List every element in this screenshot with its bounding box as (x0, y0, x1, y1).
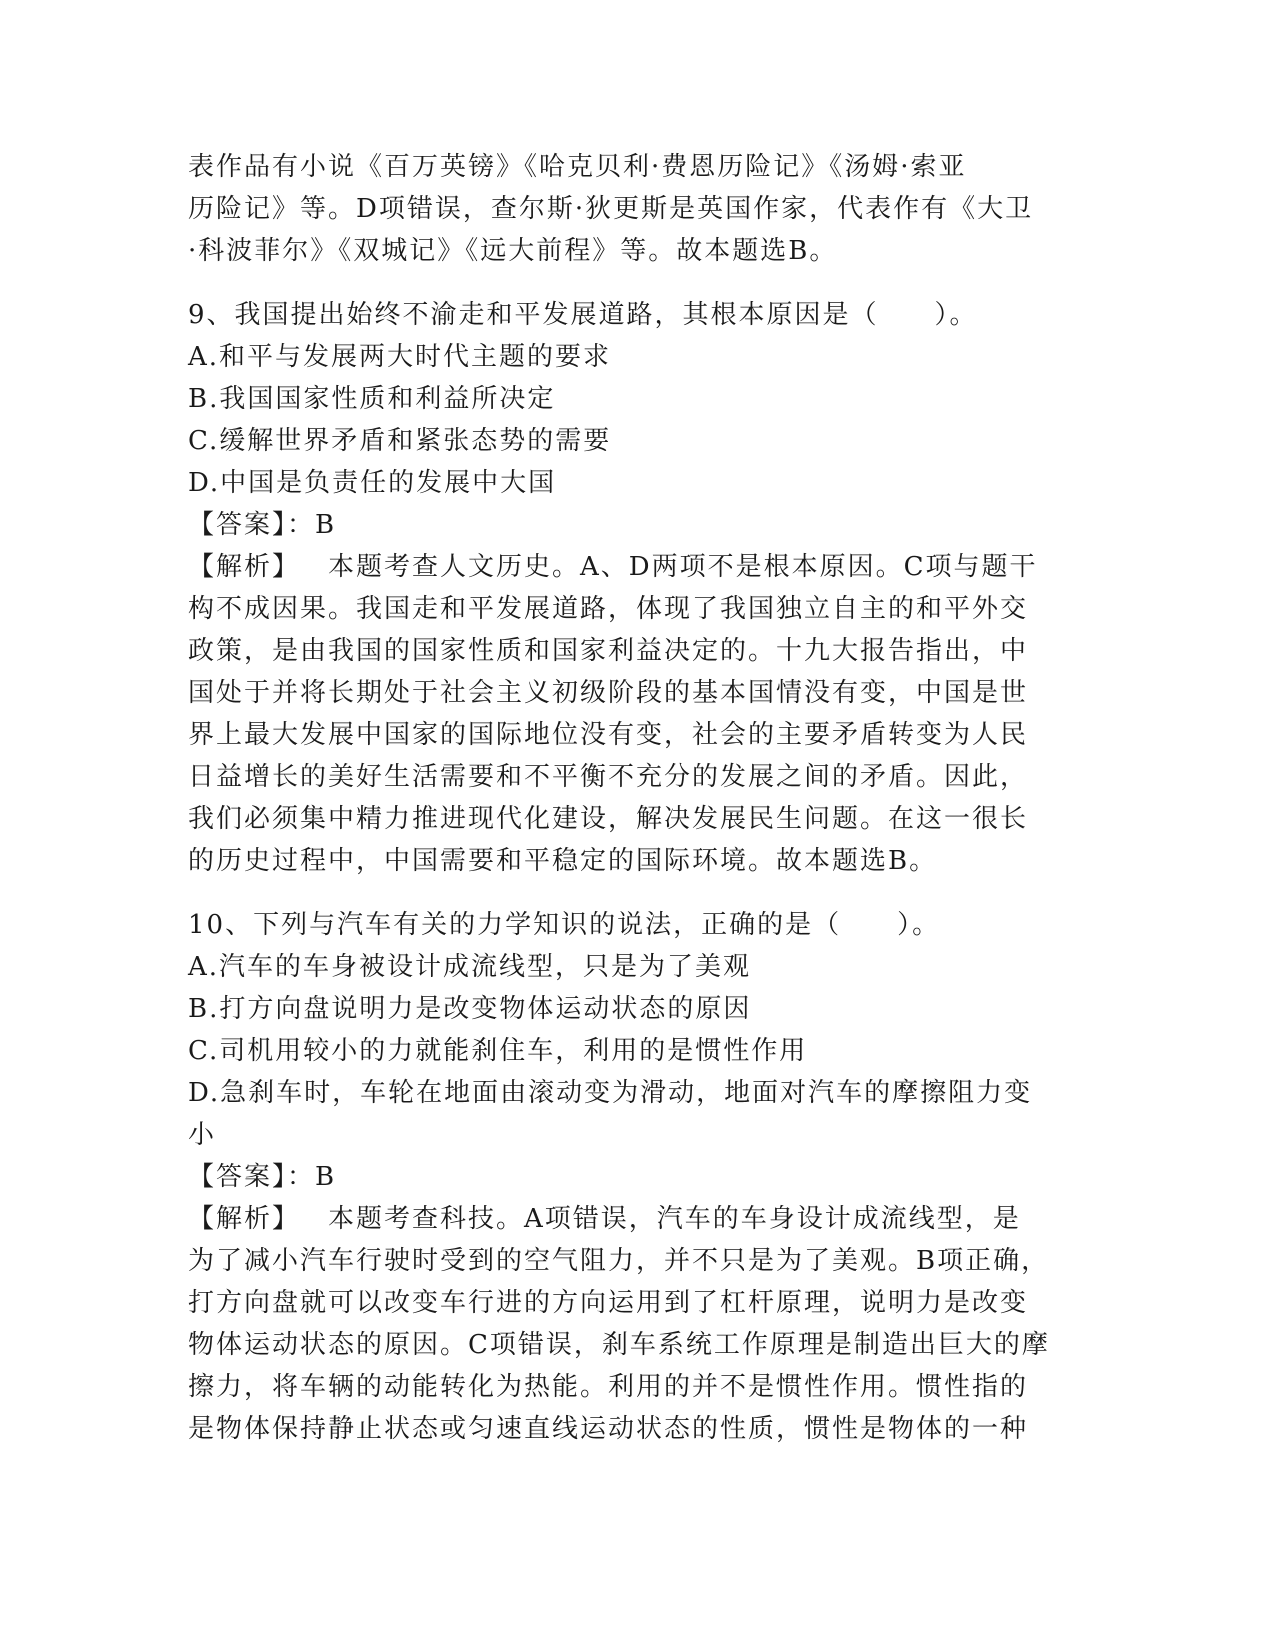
page-content (188, 146, 1088, 1450)
analysis-text-line: 构不成因果。我国走和平发展道路，体现了我国独立自主的和平外交 (188, 594, 1029, 624)
question-9-option-c: C.缓解世界矛盾和紧张态势的需要 (188, 426, 612, 456)
analysis-text-line: 日益增长的美好生活需要和不平衡不充分的发展之间的矛盾。因此， (188, 762, 1029, 792)
analysis-text-line: 为了减小汽车行驶时受到的空气阻力，并不只是为了美观。B项正确， (188, 1246, 1050, 1276)
question-10-option-c: C.司机用较小的力就能刹住车，利用的是惯性作用 (188, 1036, 808, 1066)
question-10-answer: 【答案】：B (188, 1162, 337, 1192)
question-10-stem: 10、下列与汽车有关的力学知识的说法，正确的是（ ）。 (188, 910, 941, 940)
question-10 (188, 904, 1088, 1450)
question-9-option-a: A.和平与发展两大时代主题的要求 (188, 342, 612, 372)
analysis-text-line: 物体运动状态的原因。C项错误，刹车系统工作原理是制造出巨大的摩 (188, 1330, 1050, 1360)
question-9 (188, 294, 1088, 882)
analysis-text-line: 国处于并将长期处于社会主义初级阶段的基本国情没有变，中国是世 (188, 678, 1029, 708)
question-9-answer: 【答案】：B (188, 510, 337, 540)
analysis-text-line: 打方向盘就可以改变车行进的方向运用到了杠杆原理，说明力是改变 (188, 1288, 1029, 1318)
analysis-text: 本题考查人文历史。A、D两项不是根本原因。C项与题干 (328, 552, 1038, 582)
text-line: 历险记》等。D项错误，查尔斯·狄更斯是英国作家，代表作有《大卫 (188, 194, 1034, 224)
question-10-option-d: D.急刹车时，车轮在地面由滚动变为滑动，地面对汽车的摩擦阻力变 (188, 1078, 1033, 1108)
question-10-option-a: A.汽车的车身被设计成流线型，只是为了美观 (188, 952, 752, 982)
previous-analysis-continuation (188, 146, 1088, 272)
analysis-text-line: 政策，是由我国的国家性质和国家利益决定的。十九大报告指出，中 (188, 636, 1029, 666)
analysis-text-line: 我们必须集中精力推进现代化建设，解决发展民生问题。在这一很长 (188, 804, 1029, 834)
question-9-stem: 9、我国提出始终不渝走和平发展道路，其根本原因是（ ）。 (188, 300, 978, 330)
text-line: 表作品有小说《百万英镑》《哈克贝利·费恩历险记》《汤姆·索亚 (188, 152, 967, 182)
question-10-analysis-first-line (188, 1198, 1088, 1240)
text-line: ·科波菲尔》《双城记》《远大前程》等。故本题选B。 (188, 236, 838, 266)
analysis-text: 本题考查科技。A项错误，汽车的车身设计成流线型，是 (328, 1204, 1021, 1234)
question-9-analysis-first-line (188, 546, 1088, 588)
question-9-option-b: B.我国国家性质和利益所决定 (188, 384, 556, 414)
question-9-option-d: D.中国是负责任的发展中大国 (188, 468, 557, 498)
question-10-option-d-wrap: 小 (188, 1120, 217, 1150)
analysis-text-line: 界上最大发展中国家的国际地位没有变，社会的主要矛盾转变为人民 (188, 720, 1029, 750)
analysis-label: 【解析】 (188, 1204, 301, 1234)
analysis-text-line: 擦力，将车辆的动能转化为热能。利用的并不是惯性作用。惯性指的 (188, 1372, 1029, 1402)
question-10-option-b: B.打方向盘说明力是改变物体运动状态的原因 (188, 994, 752, 1024)
analysis-text-line: 是物体保持静止状态或匀速直线运动状态的性质，惯性是物体的一种 (188, 1414, 1029, 1444)
analysis-text-line: 的历史过程中，中国需要和平稳定的国际环境。故本题选B。 (188, 846, 938, 876)
analysis-label: 【解析】 (188, 552, 301, 582)
